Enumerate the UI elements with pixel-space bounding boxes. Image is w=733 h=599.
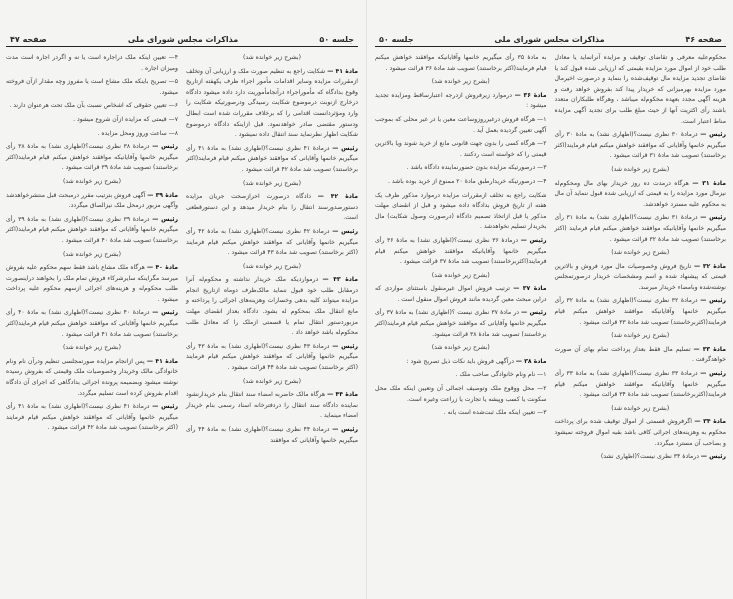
reading-note: (بشرح زیر خوانده شد) — [243, 179, 301, 187]
president-remark — [555, 213, 727, 245]
clause-text: ۱— نام ونام خانوادگی صاحب ملک . — [455, 371, 547, 379]
article-heading: مادهٔ ۴۴ — — [327, 391, 359, 399]
paragraph-text: ترتیب فروش اموال غیرمنقول باستثنای مواردی که دراین مبحث معین گردیده مانند فروش اموال منقول است . — [375, 285, 547, 303]
article-heading: مادهٔ ۳۴ — — [694, 418, 726, 426]
article-heading: مادهٔ ۳۹ — — [147, 191, 178, 199]
speaker-label: رئیس — — [332, 144, 359, 152]
president-remark — [6, 402, 178, 434]
article-paragraph — [6, 263, 178, 305]
page-number: صفحه ۴۶ — [685, 35, 722, 44]
reading-note: (بشرح زیر خوانده شد) — [431, 344, 490, 352]
paragraph-text: درمادهٔ ۴۰ نظری نیست؟(اظهاری نشد) به مادهٔ ۴۰ رأی میگیریم خانمها وآقایانی که موافقند خواهش میکنم قیام فرمایند(اکثر برخاستند) تصویب شد مادهٔ ۴۱ قرائت میشود . — [6, 309, 178, 338]
page-header — [375, 32, 726, 47]
article-heading: مادهٔ ۴۳ — — [322, 276, 358, 284]
president-remark — [555, 369, 727, 401]
paragraph-text: هرگاه درمدت ده روز خریدار بهای مال ومحکوم‌له نیزمال مورد مزایده را به قیمتی که ارزیابی شده قبول ننماید آن مال به محکوم علیه مسترد خواهدشد. — [554, 179, 726, 208]
session-label: جلسه ۵۰ — [319, 35, 354, 44]
clause-text: ۵— تصریح باینکه ملک مشاع است یا مفروز وچه مقدار ازآن فروخته میشود. — [6, 78, 178, 96]
president-remark — [186, 227, 358, 259]
paragraph-text: درموارد زیرفروش ازدرجه اعتبارساقط ومزایده تجدید میشود : — [375, 91, 547, 110]
article-heading: مادهٔ ۳۷ — — [513, 285, 547, 293]
reading-note: (بشرح زیر خوانده شد) — [63, 177, 121, 185]
paragraph-text: درمادهٔ ۳۸ نظری نیست؟(اظهاری نشد) به مادهٔ ۳۸ رأی میگیریم خانمها وآقایانیکه موافقند خواهش میکنم قیام فرمایند(اکثر برخاستند) تصویب شد مادهٔ ۳۹ قرائت میشود . — [6, 143, 178, 172]
paragraph-text: دادگاه درصورت احرازصحت جریان مزایده دستورصدورسند انتقال را بنام خریدار میدهد و این دستورقطعی است. — [186, 193, 358, 222]
president-remark — [6, 142, 178, 174]
article-heading: مادهٔ ۴۲ — — [317, 193, 358, 201]
president-remark — [186, 342, 358, 374]
running-title: مذاکرات مجلس شورای ملی — [127, 35, 239, 44]
page-47 — [0, 0, 366, 599]
article-heading: مادهٔ ۴۰ — — [147, 264, 179, 272]
reading-note: (بشرح زیر خوانده شد) — [431, 78, 490, 86]
paragraph-text: شکایت راجع به تنظیم صورت ملک و ارزیابی آن وتخلف ازمقررات مزایده وسایر اقدامات مأمور اجراء ظرف یکهفته ازتاریخ وقوع بدادگاه که مأموراجراء درآنجامأموریت دارد داده میشود دادگاه درخارج ازنوبت درموضوع شکایت رسیدگی ودرصورتیکه شکایت را وارد ومؤثردانست اقدامی را که برخلاف مقررات شده است ابطال ودستور مقتضی صادر خواهدنمود. قبل ازاینکه دادگاه درموضوع شکایت اظهار نظرنماید سند انتقال داده نمیشود . — [186, 67, 358, 139]
article-paragraph — [186, 67, 358, 141]
paragraph-text: هرگاه ملک مشاع باشد فقط سهم محکوم علیه بفروش میرسد مگراینکه سایرشرکاء فروش تمام ملک را بخواهند دراینصورت طلب محکوم‌له و هزینه‌های اجرائی ازسهم محکوم علیه پرداخت میشود . — [6, 264, 178, 303]
paragraph-text: درآگهی فروش باید نکات ذیل تصریح شود : — [406, 357, 514, 365]
paragraph-text: درمادهٔ ۴۳ نظری نیست؟(اظهاری نشد) به مادهٔ ۴۳ رأی میگیریم خانمها وآقایانی که موافقند خواهش میکنم قیام فرمایند (اکثر برخاستند) تصویب شد مادهٔ ۴۴ قرائت میشود . — [186, 342, 358, 372]
speaker-label: رئیس — — [152, 215, 179, 223]
clause-text: به مادهٔ ۳۵ رأی میگیریم خانمها وآقایانیکه موافقند خواهش میکنم قیام فرمایند(اکثر برخاستند) تصویب شد مادهٔ ۳۶ قرائت میشود . — [375, 54, 547, 72]
paragraph-text: تسلیم مال فقط بعداز پرداخت تمام بهای آن صورت خواهدگرفت . — [554, 345, 726, 364]
paragraph-text: اگرفروش قسمتی از اموال توقیف شده برای پرداخت محکوم به وهزینه‌های اجرائی کافی باشد بقیه اموال فروخته نمیشود و بصاحب آن مسترد میگردد. — [554, 418, 726, 447]
speaker-label: رئیس — — [521, 309, 547, 317]
speaker-label: رئیس — — [700, 453, 726, 461]
clause-text: ۱— هرگاه فروش درغیرروزوساعت معین یا در غیر محلی که بموجب آگهی تعیین گردیده بعمل آید . — [375, 115, 547, 134]
paragraph-text: درمادهٔ ۴۱ نظری نیست؟(اظهاری نشد) به مادهٔ ۴۱ رأی میگیریم خانمها وآقایانی که موافقند خواهش میکنم قیام فرمایند (اکثر برخاستند) تصویب شد مادهٔ ۴۲ قرائت میشود . — [6, 403, 178, 432]
column-right — [186, 53, 358, 449]
speaker-label: رئیس — — [332, 342, 359, 350]
clause-text: شکایت راجع به تخلف ازمقررات مزایده درموارد مذکور ظرف یک هفته از تاریخ فروش بدادگاه داده میشود و قبل از انقضای مهلت مذکور یا قبل ازاتخاذ تصمیم دادگاه (درصورت وصول شکایت) مال بخریدار تسلیم نخواهدشد . — [375, 191, 547, 231]
paragraph-text: درمادهٔ ۴۴ نظری نیست؟(اظهاری نشد) به مادهٔ ۴۴ رأی میگیریم خانمها وآقایانی که موافقند — [186, 426, 358, 444]
clause-text: ۴— درصورتیکه خریدارطبق مادهٔ ۲۰ ممنوع از خرید بوده باشد . — [388, 177, 547, 185]
paragraph-text: درمادهٔ ۳۶ نظری نیست؟(اظهاری نشد) به مادهٔ ۳۶ رأی میگیریم خانمها وآقایانیکه موافقند خواهش میکنم قیام فرمایند(اکثربرخاستند) تصویب شد مادهٔ ۳۷ قرائت میشود . — [375, 236, 547, 266]
article-heading: مادهٔ ۳۸ — — [515, 357, 547, 365]
paragraph-text: درمادهٔ ۳۳ نظری نیست؟(اظهاری نشد) به مادهٔ ۳۳ رأی میگیریم خانمها وآقایانیکه موافقند خواهش میکنم قیام فرمایند(اکثربرخاستند) تصویب شد مادهٔ ۳۴ قرائت میشود . — [554, 370, 726, 399]
speaker-label: رئیس — — [152, 143, 179, 151]
clause-text: ۲— هرگاه کسی را بدون جهت قانونی مانع از خرید شوند ویا بالاترین قیمتی را که خواسته است ردکنند . — [375, 140, 547, 158]
clause-text: ۳— درصورتیکه مزایده بدون حضورنماینده دادگاه باشد . — [406, 164, 547, 172]
article-paragraph — [555, 262, 727, 294]
president-remark — [555, 452, 727, 463]
column-left — [6, 53, 178, 449]
article-paragraph — [186, 390, 358, 422]
article-heading: مادهٔ ۳۲ — — [693, 262, 727, 270]
paragraph-text: درمادهٔ ۳۹ نظری نیست؟(اظهاری نشد) به مادهٔ ۳۹ رأی میگیریم خانمها وآقایانی که موافقند خواهش میکنم قیام فرمایند(اکثر برخاستند) تصویب شد مادهٔ ۴۰ قرائت میشود . — [6, 215, 178, 244]
paragraph-text: در مادهٔ ۳۷ نظری نیست ؟(اظهاری نشد) به مادهٔ ۳۷ رأی میگیریم خانمها وآقایانی که موافقند خواهش میکنم قیام فرمایند(اکثر برخاستند) تصویب شد مادهٔ ۳۸ قرائت میشود. — [375, 309, 547, 338]
page-46 — [366, 0, 732, 599]
speaker-label: رئیس — — [332, 227, 359, 235]
president-remark — [555, 296, 727, 328]
article-paragraph — [375, 284, 547, 305]
speaker-label: رئیس — — [152, 309, 179, 317]
article-paragraph — [555, 417, 727, 449]
paragraph-text: درمادهٔ ۴۲ نظری نیست؟(اظهاری نشد) به مادهٔ ۴۲ رأی میگیریم خانمها وآقایانی که موافقند خواهش میکنم قیام فرمایند (اکثر برخاستند) تصویب شد مادهٔ ۴۳ قرائت میشود . — [186, 227, 358, 257]
reading-note: (بشرح زیر خوانده شد) — [63, 250, 121, 258]
speaker-label: رئیس — — [332, 426, 359, 433]
article-paragraph — [555, 179, 727, 211]
paragraph-text: درمادهٔ ۳۰ نظری نیست؟(اظهاری نشد) به مادهٔ ۳۰ رأی میگیریم خانمها وآقایانی که موافقند خواهش میکنم قیام فرمایند(اکثر برخاستند) تصویب شد مادهٔ ۳۱ قرائت میشود . — [554, 131, 726, 160]
paragraph-text: آگهی فروش بترتیب مقرر درمبحث قبل منتشرخواهدشد وآگهی مزبور درمحل ملک نیزالصاق میگردد. — [6, 191, 178, 210]
paragraph-text: درمادهٔ ۴۱ نظری نیست؟(اظهاری نشد) به مادهٔ ۴۱ رأی میگیریم خانمها وآقایانی که موافقند خواهش میکنم قیام فرمایند(اکثر برخاستند) تصویب شد مادهٔ ۴۲ قرائت میشود . — [186, 144, 358, 173]
reading-note: (بشرح زیر خوانده شد) — [611, 165, 670, 173]
reading-note: (بشرح زیر خوانده شد) — [63, 344, 121, 352]
clause-text: ۶— تعیین حقوقی که اشخاص نسبت بآن ملک تحت هرعنوان دارند . — [9, 102, 178, 110]
article-paragraph — [186, 275, 358, 339]
president-remark — [6, 215, 178, 247]
article-paragraph — [375, 357, 547, 368]
article-heading: مادهٔ ۴۱ — — [146, 357, 179, 365]
clause-text: ۴— تعیین اینکه ملک دراجاره است یا نه و اگردر اجاره است مدت ومیزان اجاره . — [6, 54, 178, 72]
president-remark — [375, 308, 547, 340]
president-remark — [186, 144, 358, 176]
clause-text: محکوم‌علیه معرفی و تقاضای توقیف و مزایده آنرانماید یا معادل طلب خود از اموال مورد مزایده بقیمتی که ارزیابی شده قبول کند یا تقاضای تجدید مزایده مال توقیف‌شده را بنماید و درصورت اخیرمال مورد مزایده بهرمیزانی که خریدار پیدا کند بفروش خواهد رفت و هزینه آگهی مجدد بعهده محکوم‌له میباشد ، وهرگاه طلبکاران متعدد باشند رأی اکثریت آنها از حیث مبلغ طلب برای تجدید آگهی مزایده مناط اعتبار است. — [554, 54, 726, 125]
reading-note: (بشرح زیر خوانده شد) — [611, 249, 670, 257]
reading-note: (بشرح زیر خوانده شد) — [243, 54, 301, 61]
president-remark — [186, 425, 358, 446]
article-heading: مادهٔ ۳۱ — — [692, 179, 726, 187]
paragraph-text: تاریخ فروش وخصوصیات مال مورد فروش و بالاترین قیمتی که پیشنهاد شده و اسم ومشخصات خریدار درصورتمجلس نوشته‌شده وبامضاء خریدار میرسد. — [554, 262, 726, 291]
clause-text: ۷— قیمتی که مزایده ازآن شروع میشود . — [73, 115, 178, 123]
text-columns — [375, 53, 726, 466]
clause-text: ۸— ساعت وروز ومحل مزایده . — [97, 129, 178, 137]
speaker-label: رئیس — — [700, 297, 727, 305]
reading-note: (بشرح زیر خوانده شد) — [243, 377, 301, 385]
article-paragraph — [186, 192, 358, 224]
article-heading: مادهٔ ۴۱ — — [327, 67, 359, 75]
president-remark — [6, 308, 178, 340]
session-label: جلسه ۵۰ — [379, 35, 414, 44]
clause-text: ۲— محل ووقوع ملک وتوصیف اجمالی آن وتعیین اینکه ملک محل سکونت یا کسب وپیشه یا تجارت یا زراعت وغیره است. — [375, 385, 547, 403]
page-number: صفحه ۴۷ — [10, 35, 47, 44]
speaker-label: رئیس — — [700, 131, 727, 139]
speaker-label: رئیس — — [152, 403, 179, 411]
speaker-label: رئیس — — [700, 214, 727, 222]
article-paragraph — [6, 357, 178, 399]
president-remark — [555, 130, 727, 162]
article-paragraph — [375, 91, 547, 112]
article-heading: مادهٔ ۳۶ — — [514, 91, 547, 99]
page-header — [6, 32, 358, 47]
article-paragraph — [6, 191, 178, 212]
article-heading: مادهٔ ۳۳ — — [693, 345, 726, 353]
clause-text: ۳— تعیین اینکه ملک ثبت‌شده است یانه . — [443, 409, 547, 417]
column-left — [375, 53, 547, 466]
president-remark — [375, 236, 547, 268]
paragraph-text: پس ازانجام مزایده صورتمجلسی تنظیم ودرآن نام ونام خانوادگی مالک وخریدار وخصوصیات ملک وقیمتی که بفروش رسیده نوشته میشود وبضمیمه پرونده اجرائی بدادگاهی که اجرای آن دادگاه اقدام بفروش کرده است تسلیم میگردد. — [6, 357, 178, 397]
paragraph-text: درمادهٔ ۳۲ نظری نیست؟(اظهاری نشد) به مادهٔ ۳۲ رأی میگیریم خانمها وآقایانیکه موافقند خواهش میکنم قیام فرمایند(اکثربرخاستند) تصویب شد مادهٔ ۳۳ قرائت میشود . — [554, 297, 726, 326]
reading-note: (بشرح زیر خوانده شد) — [431, 271, 490, 279]
paragraph-text: درمادهٔ ۳۴ نظری نیست؟(اظهاری نشد) — [600, 453, 699, 461]
reading-note: (بشرح زیر خوانده شد) — [611, 404, 670, 412]
reading-note: (بشرح زیر خوانده شد) — [611, 332, 670, 340]
speaker-label: رئیس — — [520, 236, 547, 244]
paragraph-text: درمواردیکه ملک خریدار نداشته و محکوم‌له آنرا درمقابل طلب خود قبول ننماید مالک‌ظرف دوماه ازتاریخ انجام مزایده میتواند کلیه بدهی وخسارات وهزینه‌های اجرائی را پرداخته و مانع انتقال ملک بمحکوم له بشود. دادگاه بعداز انقضای مهلت مزبوردستور انتقال تمام یا قسمتی ازملک را که معادل طلب محکوم‌له باشد خواهد داد . — [186, 276, 358, 337]
column-right — [555, 53, 727, 466]
running-title: مذاکرات مجلس شورای ملی — [494, 35, 605, 44]
paragraph-text: هرگاه مالک حاضربه امضاء سند انتقال بنام خریدارنشود نماینده دادگاه سند انتقال را دردفترخانه اسناد رسمی بنام خریدار امضاء مینماید . — [186, 391, 358, 420]
speaker-label: رئیس — — [700, 370, 727, 378]
reading-note: (بشرح زیر خوانده شد) — [243, 262, 301, 270]
paragraph-text: درمادهٔ ۳۱ نظری نیست؟(اظهاری نشد) به مادهٔ ۳۱ رأی میگیریم خانمها وآقایانیکه موافقند خواهش میکنم قیام فرمایند (اکثر برخاستند) تصویب شد مادهٔ ۳۲ قرائت میشود . — [554, 214, 726, 243]
text-columns — [6, 53, 358, 449]
article-paragraph — [555, 345, 727, 366]
